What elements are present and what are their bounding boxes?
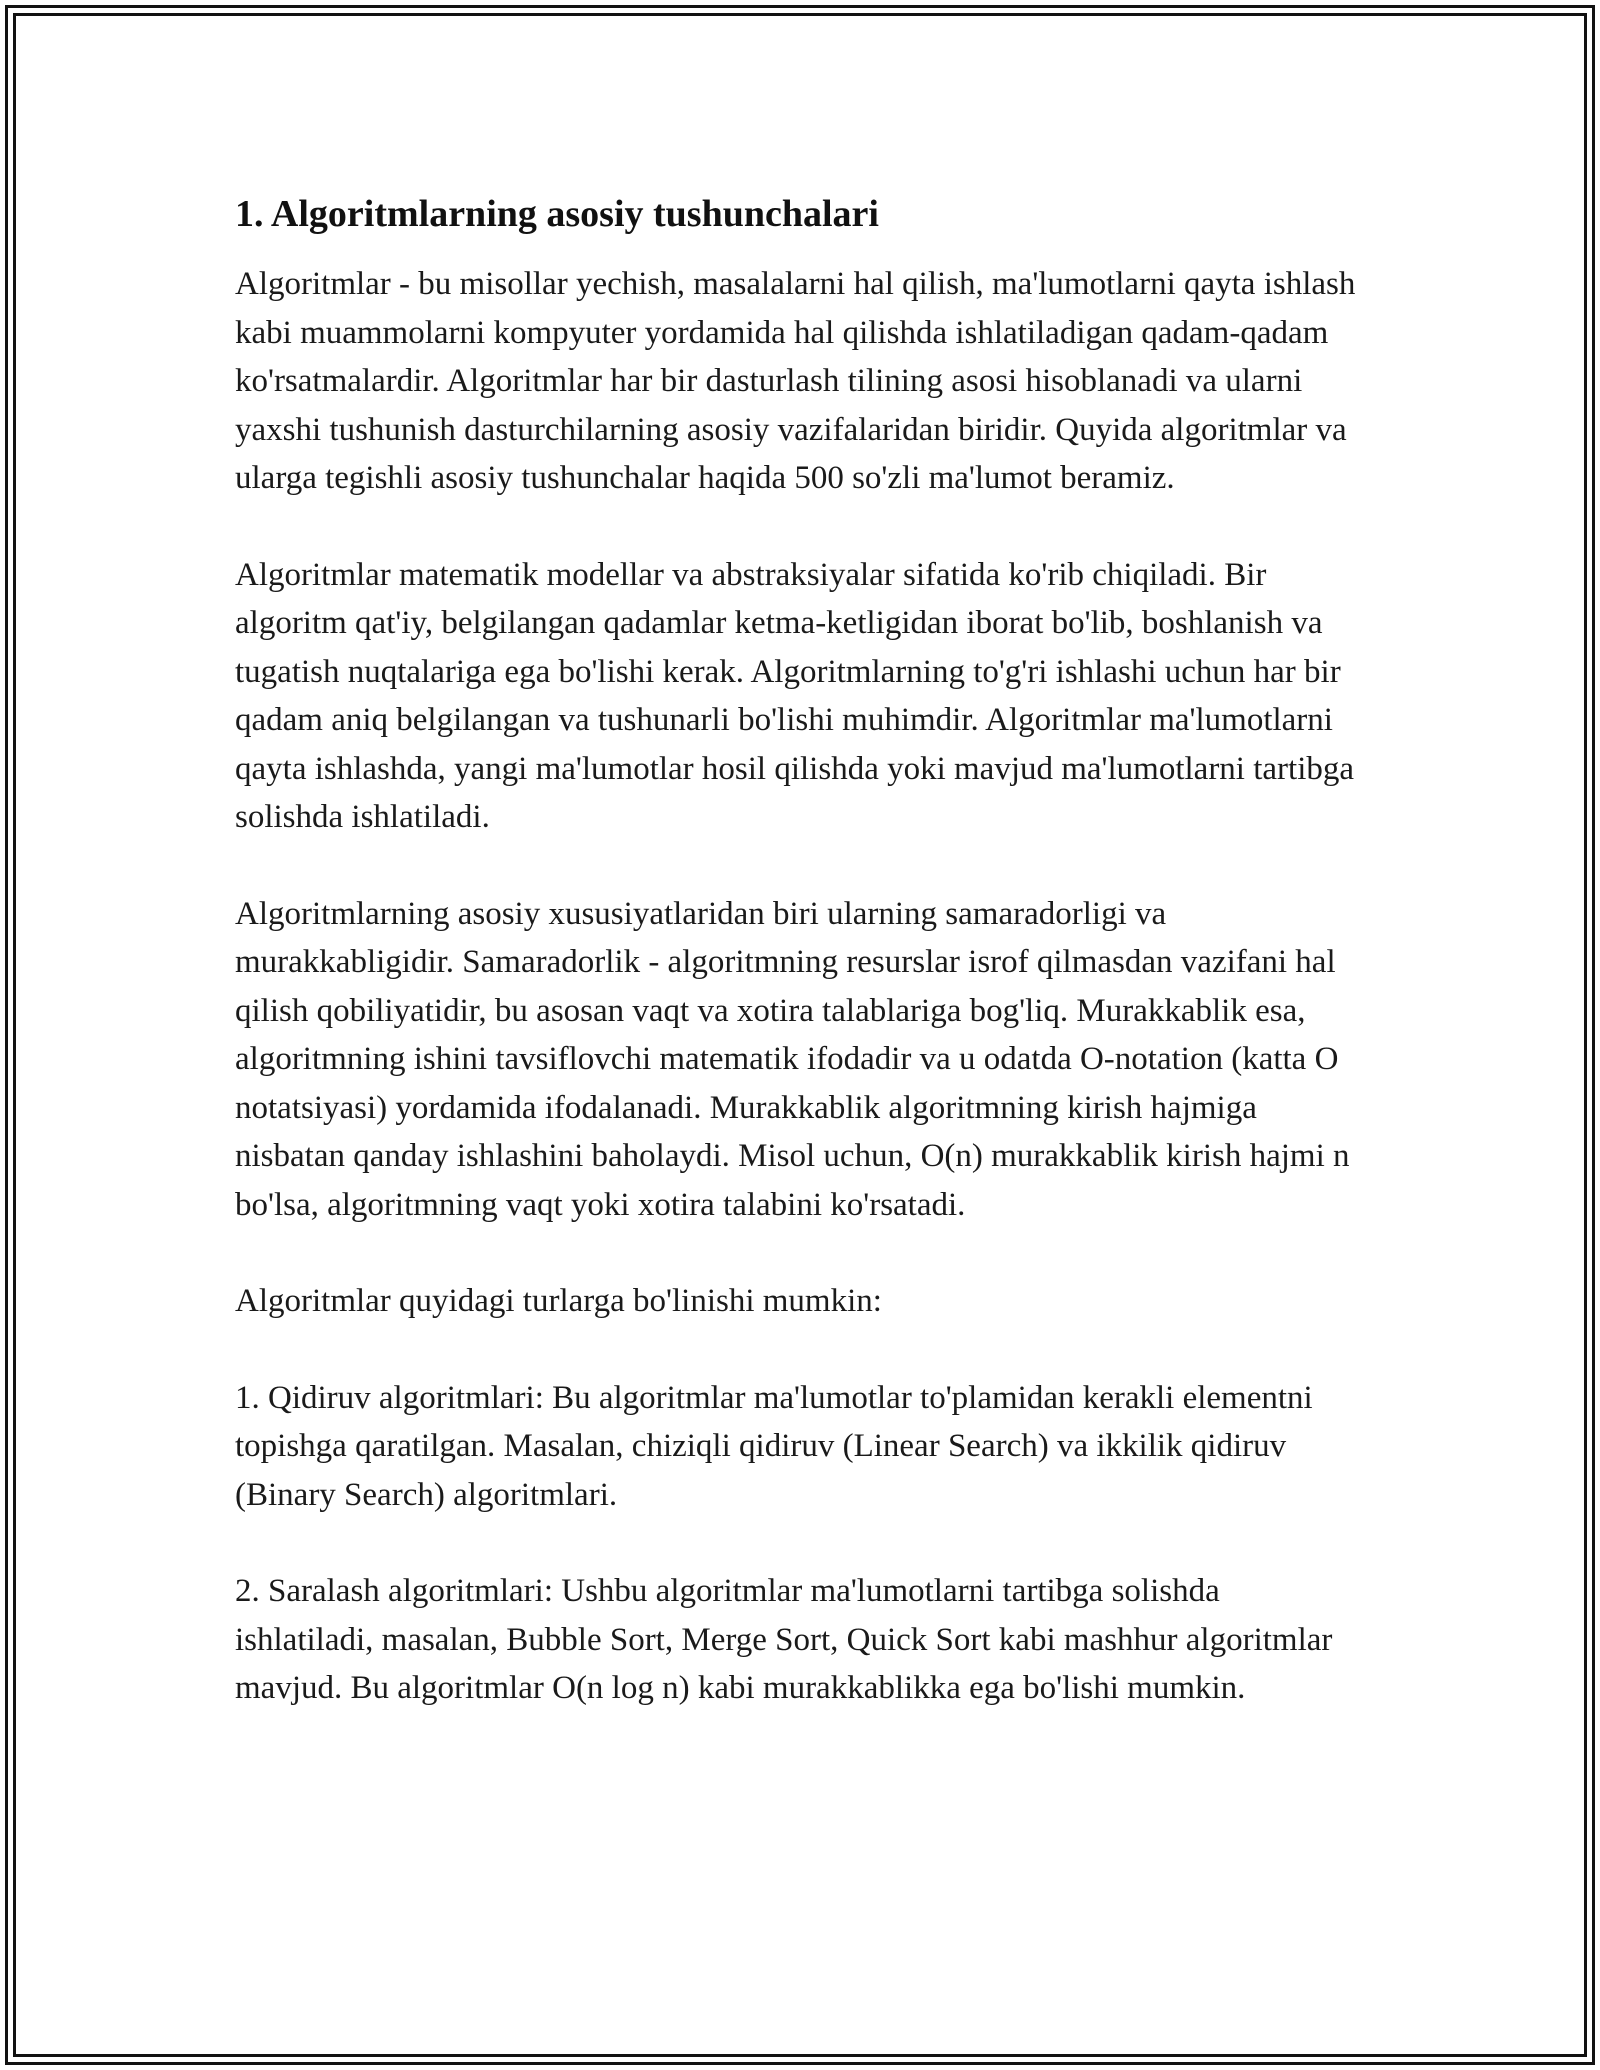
list-item-sorting-algorithms: 2. Saralash algoritmlari: Ushbu algoritmlar ma'lumotlarni tartibga solishda ishlatiladi, masalan, Bubble Sort, Merge Sort, Quick Sort kabi mashhur algoritmlar mavjud. Bu algoritmlar O(n log n) kabi murakkablikka ega bo'lishi mumkin. bbox=[235, 1573, 1333, 1706]
paragraph-types-intro: Algoritmlar quyidagi turlarga bo'linishi mumkin: bbox=[235, 1283, 882, 1319]
document-body bbox=[235, 186, 1365, 1713]
section-heading: 1. Algoritmlarning asosiy tushunchalari bbox=[235, 193, 879, 235]
paragraph-efficiency: Algoritmlarning asosiy xususiyatlaridan biri ularning samaradorligi va murakkabligidir. Samaradorlik - algoritmning resurslar isrof qilmasdan vazifani hal qilish qobiliyatidir, bu asosan vaqt va xotira talablariga bog'liq. Murakkablik esa, algoritmning ishini tavsiflovchi matematik ifodadir va u odatda O-notation (katta O notatsiyasi) yordamida ifodalanadi. Murakkablik algoritmning kirish hajmiga nisbatan qanday ishlashini baholaydi. Misol uchun, O(n) murakkablik kirish hajmi n bo'lsa, algoritmning vaqt yoki xotira talabini ko'rsatadi. bbox=[235, 895, 1350, 1223]
paragraph-intro: Algoritmlar - bu misollar yechish, masalalarni hal qilish, ma'lumotlarni qayta ishlash kabi muammolarni kompyuter yordamida hal qilishda ishlatiladigan qadam-qadam ko'rsatmalardir. Algoritmlar har bir dasturlash tilining asosi hisoblanadi va ularni yaxshi tushunish dasturchilarning asosiy vazifalaridan biridir. Quyida algoritmlar va ularga tegishli asosiy tushunchalar haqida 500 so'zli ma'lumot beramiz. bbox=[235, 266, 1356, 496]
list-item-search-algorithms: 1. Qidiruv algoritmlari: Bu algoritmlar ma'lumotlar to'plamidan kerakli elementni topishga qaratilgan. Masalan, chiziqli qidiruv (Linear Search) va ikkilik qidiruv (Binary Search) algoritmlari. bbox=[235, 1379, 1313, 1513]
paragraph-models: Algoritmlar matematik modellar va abstraksiyalar sifatida ko'rib chiqiladi. Bir algoritm qat'iy, belgilangan qadamlar ketma-ketligidan iborat bo'lib, boshlanish va tugatish nuqtalariga ega bo'lishi kerak. Algoritmlarning to'g'ri ishlashi uchun har bir qadam aniq belgilangan va tushunarli bo'lishi muhimdir. Algoritmlar ma'lumotlarni qayta ishlashda, yangi ma'lumotlar hosil qilishda yoki mavjud ma'lumotlarni tartibga solishda ishlatiladi. bbox=[235, 556, 1355, 835]
